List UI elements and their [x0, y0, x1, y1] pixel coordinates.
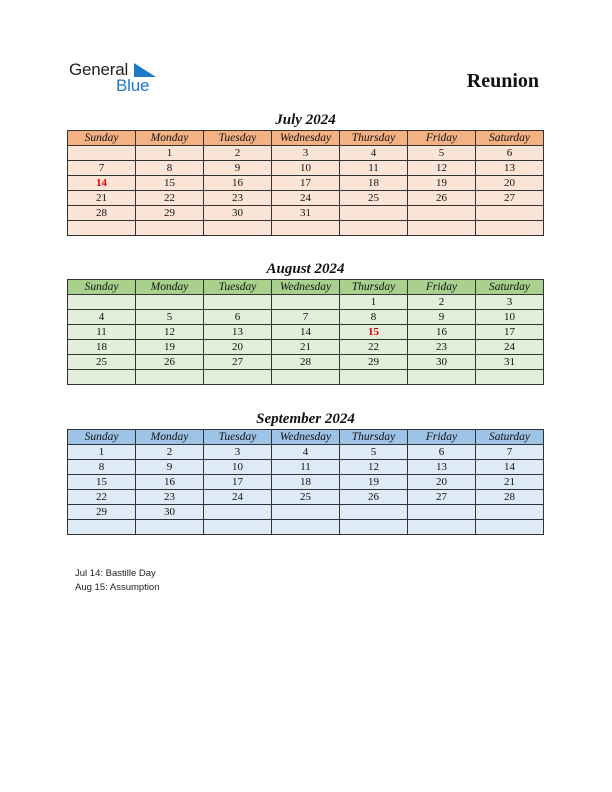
day-cell: 27 — [408, 490, 476, 505]
day-cell: 26 — [136, 355, 204, 370]
day-cell: 4 — [68, 310, 136, 325]
week-row — [68, 221, 544, 236]
day-cell: 7 — [272, 310, 340, 325]
day-cell: 19 — [136, 340, 204, 355]
weekday-header: Tuesday — [204, 280, 272, 295]
weekday-header: Saturday — [476, 430, 544, 445]
weekday-header: Thursday — [340, 131, 408, 146]
day-cell: 22 — [68, 490, 136, 505]
day-cell: 11 — [272, 460, 340, 475]
day-cell: 10 — [476, 310, 544, 325]
week-row — [68, 295, 544, 310]
day-cell: 17 — [204, 475, 272, 490]
day-cell: 17 — [272, 176, 340, 191]
weekday-header: Sunday — [68, 280, 136, 295]
empty-day-cell — [204, 295, 272, 310]
week-row — [68, 191, 544, 206]
day-cell: 4 — [340, 146, 408, 161]
weekday-header: Saturday — [476, 280, 544, 295]
empty-day-cell — [408, 370, 476, 385]
day-cell: 3 — [272, 146, 340, 161]
week-row — [68, 176, 544, 191]
weekday-header-row — [68, 131, 544, 146]
week-row — [68, 460, 544, 475]
empty-day-cell — [272, 505, 340, 520]
empty-day-cell — [476, 370, 544, 385]
holiday-note: Jul 14: Bastille Day — [75, 568, 156, 579]
weekday-header: Monday — [136, 430, 204, 445]
day-cell: 25 — [272, 490, 340, 505]
weekday-header: Friday — [408, 280, 476, 295]
day-cell: 19 — [340, 475, 408, 490]
day-cell: 24 — [272, 191, 340, 206]
day-cell: 15 — [68, 475, 136, 490]
day-cell: 20 — [204, 340, 272, 355]
empty-day-cell — [408, 505, 476, 520]
week-row — [68, 206, 544, 221]
day-cell: 2 — [136, 445, 204, 460]
day-cell: 21 — [68, 191, 136, 206]
day-cell: 12 — [408, 161, 476, 176]
empty-day-cell — [476, 505, 544, 520]
calendar-grid — [67, 279, 544, 385]
weekday-header: Saturday — [476, 131, 544, 146]
day-cell: 12 — [136, 325, 204, 340]
empty-day-cell — [272, 221, 340, 236]
empty-day-cell — [408, 221, 476, 236]
day-cell: 16 — [408, 325, 476, 340]
day-cell: 31 — [476, 355, 544, 370]
day-cell: 2 — [408, 295, 476, 310]
day-cell: 7 — [476, 445, 544, 460]
week-row — [68, 325, 544, 340]
day-cell: 28 — [272, 355, 340, 370]
day-cell: 28 — [68, 206, 136, 221]
empty-day-cell — [476, 221, 544, 236]
logo-triangle-icon — [134, 63, 156, 77]
day-cell: 4 — [272, 445, 340, 460]
day-cell: 17 — [476, 325, 544, 340]
day-cell: 21 — [476, 475, 544, 490]
calendar-grid — [67, 429, 544, 535]
weekday-header-row — [68, 280, 544, 295]
day-cell: 30 — [136, 505, 204, 520]
day-cell: 21 — [272, 340, 340, 355]
empty-day-cell — [204, 370, 272, 385]
day-cell: 7 — [68, 161, 136, 176]
day-cell: 25 — [68, 355, 136, 370]
week-row — [68, 475, 544, 490]
day-cell: 12 — [340, 460, 408, 475]
day-cell: 29 — [68, 505, 136, 520]
holiday-day-cell: 15 — [340, 325, 408, 340]
day-cell: 28 — [476, 490, 544, 505]
empty-day-cell — [68, 370, 136, 385]
day-cell: 6 — [476, 146, 544, 161]
empty-day-cell — [272, 295, 340, 310]
day-cell: 1 — [68, 445, 136, 460]
day-cell: 3 — [204, 445, 272, 460]
day-cell: 26 — [340, 490, 408, 505]
empty-day-cell — [408, 520, 476, 535]
day-cell: 5 — [340, 445, 408, 460]
month-september — [67, 410, 544, 535]
day-cell: 6 — [408, 445, 476, 460]
week-row — [68, 340, 544, 355]
week-row — [68, 445, 544, 460]
empty-day-cell — [136, 221, 204, 236]
empty-day-cell — [340, 520, 408, 535]
day-cell: 9 — [204, 161, 272, 176]
empty-day-cell — [476, 520, 544, 535]
logo-word-general: General — [69, 60, 129, 79]
day-cell: 25 — [340, 191, 408, 206]
week-row — [68, 161, 544, 176]
day-cell: 26 — [408, 191, 476, 206]
day-cell: 10 — [272, 161, 340, 176]
weekday-header: Tuesday — [204, 430, 272, 445]
empty-day-cell — [136, 520, 204, 535]
empty-day-cell — [68, 221, 136, 236]
day-cell: 19 — [408, 176, 476, 191]
empty-day-cell — [136, 370, 204, 385]
empty-day-cell — [68, 146, 136, 161]
weekday-header: Thursday — [340, 280, 408, 295]
logo-word-blue: Blue — [116, 76, 150, 95]
week-row — [68, 505, 544, 520]
day-cell: 18 — [68, 340, 136, 355]
week-row — [68, 490, 544, 505]
month-title: August 2024 — [266, 261, 345, 277]
day-cell: 20 — [408, 475, 476, 490]
week-row — [68, 370, 544, 385]
day-cell: 30 — [204, 206, 272, 221]
day-cell: 1 — [340, 295, 408, 310]
general-blue-logo — [69, 60, 159, 96]
weekday-header: Sunday — [68, 131, 136, 146]
weekday-header: Monday — [136, 131, 204, 146]
day-cell: 23 — [136, 490, 204, 505]
empty-day-cell — [136, 295, 204, 310]
day-cell: 18 — [272, 475, 340, 490]
day-cell: 11 — [340, 161, 408, 176]
holiday-note: Aug 15: Assumption — [75, 582, 160, 593]
day-cell: 9 — [408, 310, 476, 325]
day-cell: 10 — [204, 460, 272, 475]
day-cell: 1 — [136, 146, 204, 161]
day-cell: 11 — [68, 325, 136, 340]
day-cell: 27 — [476, 191, 544, 206]
empty-day-cell — [68, 295, 136, 310]
holiday-day-cell: 14 — [68, 176, 136, 191]
week-row — [68, 146, 544, 161]
empty-day-cell — [340, 206, 408, 221]
weekday-header: Tuesday — [204, 131, 272, 146]
month-title: July 2024 — [275, 112, 336, 128]
month-july — [67, 111, 544, 236]
weekday-header: Thursday — [340, 430, 408, 445]
empty-day-cell — [340, 221, 408, 236]
day-cell: 29 — [136, 206, 204, 221]
empty-day-cell — [204, 520, 272, 535]
empty-day-cell — [272, 520, 340, 535]
day-cell: 14 — [272, 325, 340, 340]
empty-day-cell — [204, 221, 272, 236]
day-cell: 31 — [272, 206, 340, 221]
week-row — [68, 310, 544, 325]
day-cell: 8 — [340, 310, 408, 325]
day-cell: 29 — [340, 355, 408, 370]
holiday-notes — [75, 567, 160, 595]
day-cell: 15 — [136, 176, 204, 191]
day-cell: 30 — [408, 355, 476, 370]
empty-day-cell — [68, 520, 136, 535]
day-cell: 14 — [476, 460, 544, 475]
day-cell: 13 — [476, 161, 544, 176]
empty-day-cell — [272, 370, 340, 385]
day-cell: 5 — [136, 310, 204, 325]
weekday-header: Wednesday — [272, 131, 340, 146]
day-cell: 13 — [204, 325, 272, 340]
weekday-header: Wednesday — [272, 280, 340, 295]
empty-day-cell — [340, 505, 408, 520]
day-cell: 24 — [204, 490, 272, 505]
weekday-header: Friday — [408, 430, 476, 445]
day-cell: 13 — [408, 460, 476, 475]
day-cell: 16 — [204, 176, 272, 191]
week-row — [68, 520, 544, 535]
day-cell: 22 — [136, 191, 204, 206]
day-cell: 23 — [204, 191, 272, 206]
day-cell: 24 — [476, 340, 544, 355]
region-title: Reunion — [466, 70, 539, 92]
empty-day-cell — [340, 370, 408, 385]
empty-day-cell — [476, 206, 544, 221]
day-cell: 18 — [340, 176, 408, 191]
empty-day-cell — [204, 505, 272, 520]
day-cell: 8 — [136, 161, 204, 176]
month-august — [67, 260, 544, 385]
weekday-header-row — [68, 430, 544, 445]
day-cell: 5 — [408, 146, 476, 161]
day-cell: 22 — [340, 340, 408, 355]
calendar-grid — [67, 130, 544, 236]
weekday-header: Sunday — [68, 430, 136, 445]
weekday-header: Wednesday — [272, 430, 340, 445]
day-cell: 6 — [204, 310, 272, 325]
day-cell: 27 — [204, 355, 272, 370]
weekday-header: Monday — [136, 280, 204, 295]
empty-day-cell — [408, 206, 476, 221]
day-cell: 2 — [204, 146, 272, 161]
day-cell: 16 — [136, 475, 204, 490]
month-title: September 2024 — [256, 411, 355, 427]
day-cell: 9 — [136, 460, 204, 475]
weekday-header: Friday — [408, 131, 476, 146]
day-cell: 8 — [68, 460, 136, 475]
day-cell: 20 — [476, 176, 544, 191]
week-row — [68, 355, 544, 370]
day-cell: 23 — [408, 340, 476, 355]
day-cell: 3 — [476, 295, 544, 310]
